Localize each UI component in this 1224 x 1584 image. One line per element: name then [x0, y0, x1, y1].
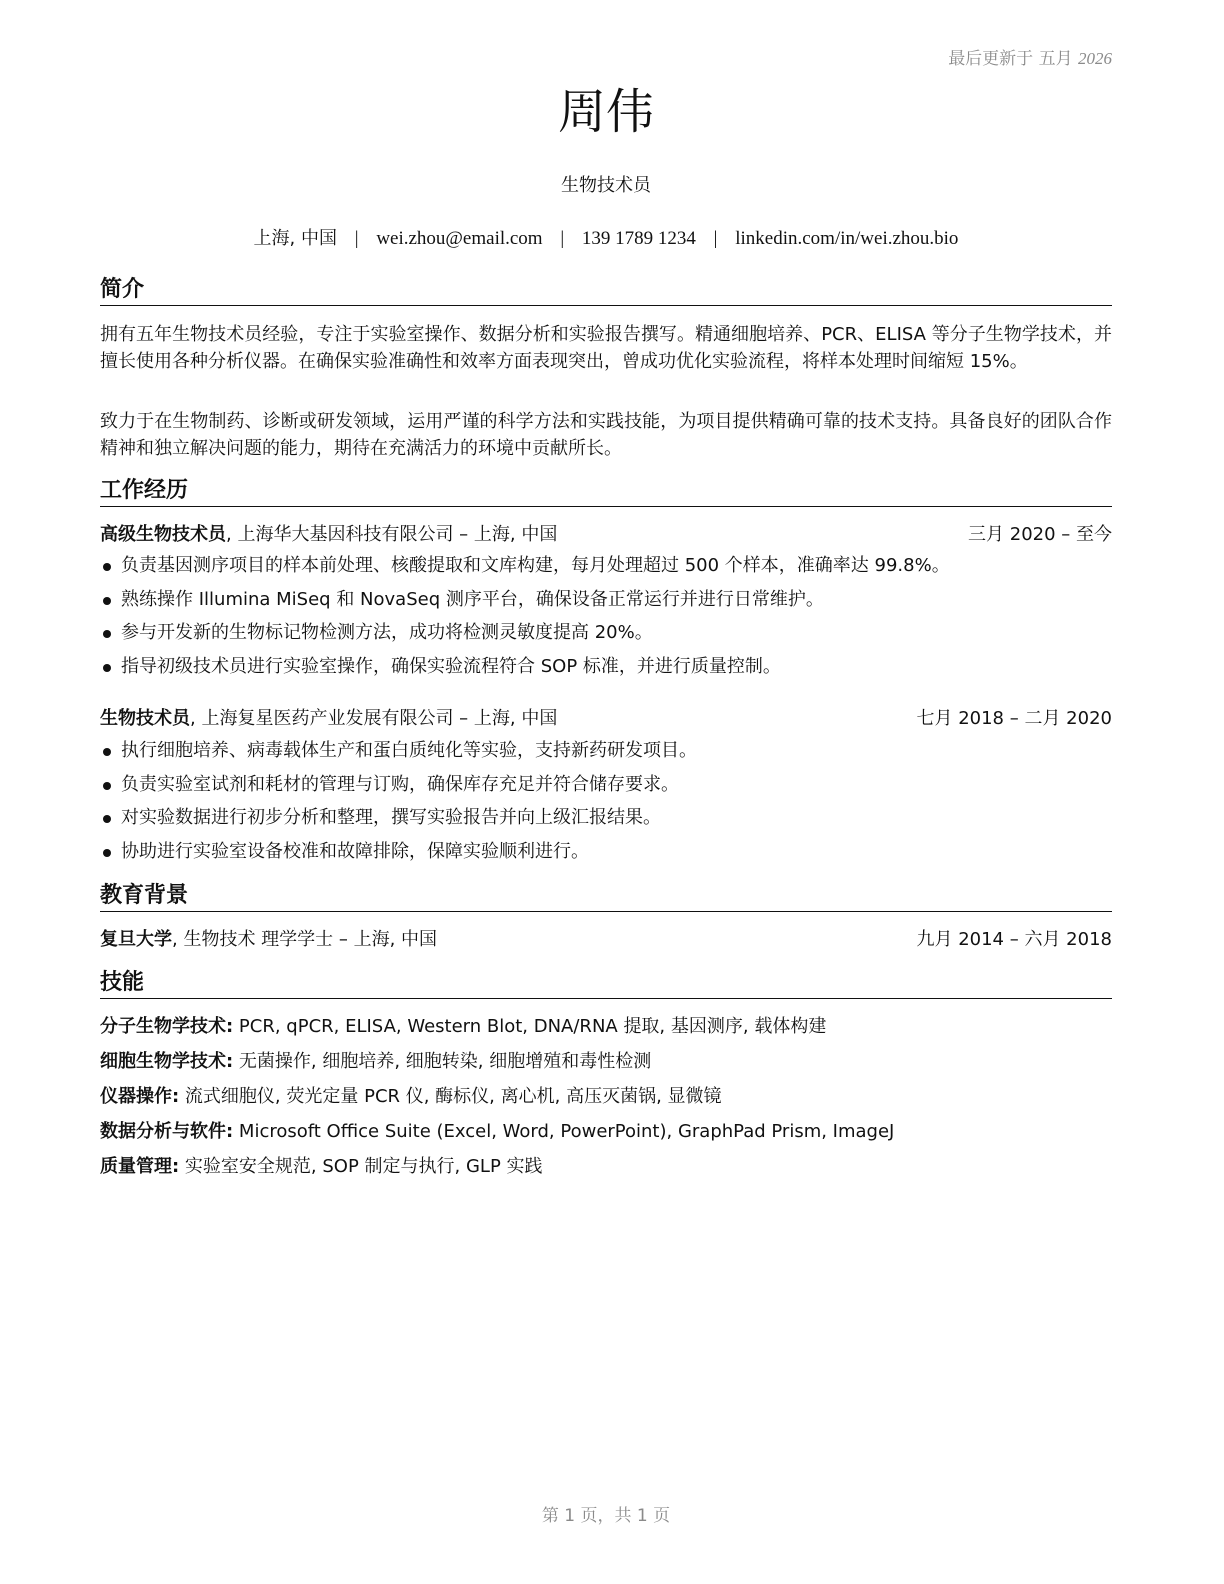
- skill-row: [100, 1049, 1112, 1084]
- section-title-skills: 技能: [100, 969, 1112, 999]
- list-item: 协助进行实验室设备校准和故障排除，保障实验顺利进行。: [100, 839, 1112, 873]
- list-item: 参与开发新的生物标记物检测方法，成功将检测灵敏度提高 20%。: [100, 620, 1112, 654]
- section-title-experience: 工作经历: [100, 477, 1112, 507]
- skill-label: 数据分析与软件:: [100, 1121, 234, 1142]
- contact-email[interactable]: wei.zhou@email.com: [376, 228, 543, 249]
- list-item: 负责基因测序项目的样本前处理、核酸提取和文库构建，每月处理超过 500 个样本，准确率达 99.8%。: [100, 553, 1112, 587]
- list-item: 执行细胞培养、病毒载体生产和蛋白质纯化等实验，支持新药研发项目。: [100, 738, 1112, 772]
- job-role: 高级生物技术员: [100, 524, 226, 545]
- skill-label: 细胞生物学技术:: [100, 1051, 234, 1072]
- job-header: [100, 706, 1112, 732]
- page-number: 第 1 页，共 1 页: [541, 1506, 671, 1526]
- job-org: , 上海华大基因科技有限公司 – 上海, 中国: [226, 524, 558, 545]
- job-date: 三月 2020 – 至今: [968, 524, 1112, 545]
- job-title-line: [100, 522, 557, 548]
- skill-label: 质量管理:: [100, 1156, 180, 1177]
- skill-label: 仪器操作:: [100, 1086, 180, 1107]
- last-updated: [948, 44, 1112, 69]
- education-detail: , 生物技术 理学学士 – 上海, 中国: [172, 929, 438, 950]
- education-school: 复旦大学: [100, 929, 172, 950]
- skill-value: Microsoft Office Suite (Excel, Word, PowerPoint), GraphPad Prism, ImageJ: [233, 1121, 895, 1142]
- job-bullets: [100, 553, 1112, 687]
- contact-phone[interactable]: 139 1789 1234: [581, 228, 696, 249]
- list-item: 指导初级技术员进行实验室操作，确保实验流程符合 SOP 标准，并进行质量控制。: [100, 654, 1112, 688]
- skill-row: [100, 1084, 1112, 1119]
- contact-separator: |: [354, 228, 359, 249]
- education-date: 九月 2014 – 六月 2018: [916, 929, 1112, 950]
- contact-separator: |: [713, 228, 718, 249]
- list-item: 对实验数据进行初步分析和整理，撰写实验报告并向上级汇报结果。: [100, 805, 1112, 839]
- job-title-line: [100, 706, 557, 732]
- summary-paragraph: 致力于在生物制药、诊断或研发领域，运用严谨的科学方法和实践技能，为项目提供精确可靠的技术支持。具备良好的团队合作精神和独立解决问题的能力，期待在充满活力的环境中贡献所长。: [100, 411, 1112, 459]
- last-updated-prefix: 最后更新于 五月: [948, 49, 1073, 69]
- candidate-headline: 生物技术员: [561, 175, 651, 196]
- last-updated-year: 2026: [1078, 49, 1112, 68]
- contact-location: 上海, 中国: [253, 228, 337, 249]
- contact-separator: |: [560, 228, 565, 249]
- education-line: [100, 927, 437, 953]
- skill-label: 分子生物学技术:: [100, 1016, 234, 1037]
- skill-value: 实验室安全规范, SOP 制定与执行, GLP 实践: [179, 1156, 543, 1177]
- contact-line: [100, 224, 1112, 250]
- list-item: 熟练操作 Illumina MiSeq 和 NovaSeq 测序平台，确保设备正常运行并进行日常维护。: [100, 587, 1112, 621]
- job-date: 七月 2018 – 二月 2020: [916, 708, 1112, 729]
- job-role: 生物技术员: [100, 708, 190, 729]
- candidate-name: 周伟: [557, 84, 654, 140]
- education-entry: [100, 927, 1112, 953]
- job-bullets: [100, 738, 1112, 872]
- section-title-summary: 简介: [100, 276, 1112, 306]
- summary-paragraph: 拥有五年生物技术员经验，专注于实验室操作、数据分析和实验报告撰写。精通细胞培养、PCR、ELISA 等分子生物学技术，并擅长使用各种分析仪器。在确保实验准确性和效率方面表现突出，曾成功优化实验流程，将样本处理时间缩短 15%。: [100, 324, 1112, 372]
- job-header: [100, 522, 1112, 548]
- section-title-education: 教育背景: [100, 882, 1112, 912]
- contact-linkedin[interactable]: linkedin.com/in/wei.zhou.bio: [735, 228, 959, 249]
- skill-value: 流式细胞仪, 荧光定量 PCR 仪, 酶标仪, 离心机, 高压灭菌锅, 显微镜: [179, 1086, 722, 1107]
- skills-list: [100, 1014, 1112, 1189]
- skill-row: [100, 1154, 1112, 1189]
- job-org: , 上海复星医药产业发展有限公司 – 上海, 中国: [190, 708, 558, 729]
- skill-row: [100, 1119, 1112, 1154]
- skill-row: [100, 1014, 1112, 1049]
- list-item: 负责实验室试剂和耗材的管理与订购，确保库存充足并符合储存要求。: [100, 772, 1112, 806]
- skill-value: PCR, qPCR, ELISA, Western Blot, DNA/RNA 提取, 基因测序, 载体构建: [233, 1016, 827, 1037]
- resume-page: [100, 0, 1112, 1584]
- skill-value: 无菌操作, 细胞培养, 细胞转染, 细胞增殖和毒性检测: [233, 1051, 652, 1072]
